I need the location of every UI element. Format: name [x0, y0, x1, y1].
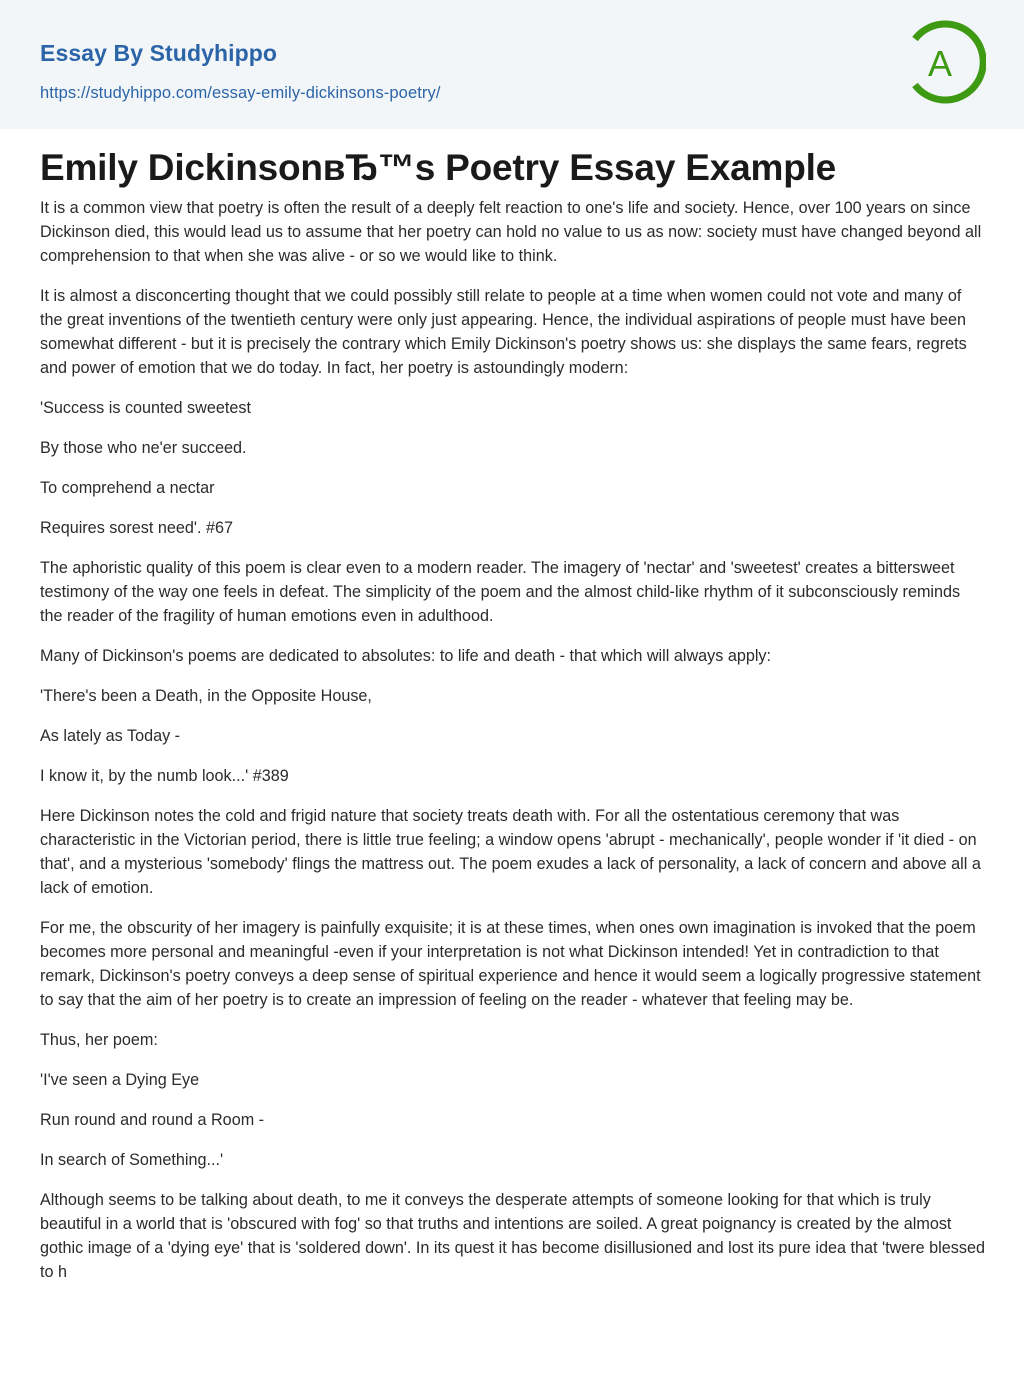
brand-name[interactable]: Essay By Studyhippo — [40, 40, 278, 66]
svg-text:A: A — [927, 43, 953, 84]
poem-line: 'There's been a Death, in the Opposite House, — [40, 687, 372, 705]
paragraph: For me, the obscurity of her imagery is painfully exquisite; it is at these times, when ones own imagination is invoked that the poem becomes more personal and meaningful -even if your interpretation is not what Dickinson intended! Yet in contradiction to that remark, Dickinson's poetry conveys a deep sense of spiritual experience and hence it would seem a logically progressive statement to say that the aim of her poetry is to create an impression of feeling on the reader - whatever that feeling may be. — [40, 919, 981, 1009]
poem-line: I know it, by the numb look...' #389 — [40, 767, 289, 785]
paragraph: Many of Dickinson's poems are dedicated to absolutes: to life and death - that which will always apply: — [40, 647, 772, 665]
poem-line: By those who ne'er succeed. — [40, 439, 247, 457]
paragraph: Thus, her poem: — [40, 1031, 158, 1049]
poem-line: As lately as Today - — [40, 727, 181, 745]
site-header — [0, 0, 1024, 129]
paragraph: Here Dickinson notes the cold and frigid nature that society treats death with. For all the ostentatious ceremony that was characteristic in the Victorian period, there is little true feeling; a window opens 'abrupt - mechanically', people wonder if 'it died - on that', and a mysterious 'somebody' flings the mattress out. The poem exudes a lack of personality, a lack of concern and above all a lack of emotion. — [40, 807, 981, 897]
article-body — [40, 146, 985, 1300]
page-title: Emily DickinsonвЂ™s Poetry Essay Example — [40, 147, 837, 188]
paragraph: Although seems to be talking about death, to me it conveys the desperate attempts of someone looking for that which is truly beautiful in a world that is 'obscured with fog' so that truths and intentions are soiled. A great poignancy is created by the almost gothic image of a 'dying eye' that is 'soldered down'. In its quest it has become disillusioned and lost its pure idea that 'twere blessed to h — [40, 1191, 985, 1281]
studyhippo-logo-icon[interactable] — [902, 20, 986, 104]
paragraph: It is almost a disconcerting thought that we could possibly still relate to people at a time when women could not vote and many of the great inventions of the twentieth century were only just appearing. Hence, the individual aspirations of people must have been somewhat different - but it is precisely the contrary which Emily Dickinson's poetry shows us: she displays the same fears, regrets and power of emotion that we do today. In fact, her poetry is astoundingly modern: — [40, 287, 967, 377]
poem-line: To comprehend a nectar — [40, 479, 215, 497]
paragraph: It is a common view that poetry is often the result of a deeply felt reaction to one's life and society. Hence, over 100 years on since Dickinson died, this would lead us to assume that her poetry can hold no value to us as now: society must have changed beyond all comprehension to that when she was alive - or so we would like to think. — [40, 199, 982, 265]
poem-line: 'I've seen a Dying Eye — [40, 1071, 200, 1089]
poem-line: Run round and round a Room - — [40, 1111, 265, 1129]
poem-line: Requires sorest need'. #67 — [40, 519, 233, 537]
page-url-link[interactable]: https://studyhippo.com/essay-emily-dickinsons-poetry/ — [40, 84, 441, 102]
poem-line: In search of Something...' — [40, 1151, 224, 1169]
paragraph: The aphoristic quality of this poem is clear even to a modern reader. The imagery of 'nectar' and 'sweetest' creates a bittersweet testimony of the way one feels in defeat. The simplicity of the poem and the almost child-like rhythm of it subconsciously reminds the reader of the fragility of human emotions even in adulthood. — [40, 559, 961, 625]
poem-line: 'Success is counted sweetest — [40, 399, 251, 417]
